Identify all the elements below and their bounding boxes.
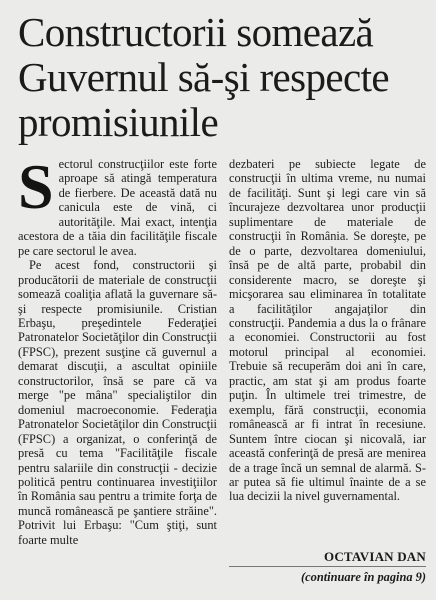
headline-line-1: Constructorii somează (18, 9, 374, 55)
article-column-right (229, 157, 426, 504)
drop-cap: S (18, 151, 54, 222)
headline-line-2: Guvernul să-şi respecte (18, 54, 389, 100)
article-paragraph-2: Pe acest fond, constructorii şi producătorii de materiale de construcţii somează coaliţia aflată la guvernare să-şi respecte promisiunile. Cristian Erbaşu, preşedintele Federaţiei Patronatelor Societăţilor din Construcţii (FPSC), prezent susţine că guvernul a demarat discuţii, a ascultat opiniile constructorilor, însă se pare că va merge "pe mâna" specialiştilor din domeniul macroeconomie. Federaţia Patronatelor Societăţilor din Construcţii (FPSC) a organizat, o conferinţă de presă cu tema "Facilităţile fiscale pentru salariile din construcţii - decizie politică pentru continuarea investiţiilor în România sau pentru a trimite forţa de muncă românească pe şantiere străine". Potrivit lui Erbaşu: "Cum ştiţi, sunt foarte multe (18, 258, 217, 547)
continued-on-page-note: (continuare în pagina 9) (301, 570, 426, 584)
author-byline: OCTAVIAN DAN (324, 549, 426, 564)
byline-divider (229, 566, 426, 567)
paragraph-1-text: ectorul construcţiilor este forte aproape să atingă temperatura de fierbere. De această dată nu canicula este de vină, ci autorităţile. Mai exact, intenţia acestora de a tăia din facilităţile fiscale pe care sectorul le avea. (18, 157, 217, 258)
article-paragraph-continued: dezbateri pe subiecte legate de construcţii în ultima vreme, nu numai de facilităţi. Sunt şi legi care vin să încurajeze dezvoltarea unor producţii suplimentare de materiale de construcţii în România. Se doreşte, pe de o parte, dezvoltarea domeniului, însă pe de altă parte, probabil din considerente macro, se doreşte şi micşorarea sau eliminarea în totalitate a facilităţilor angajaţilor din construcţii. Pandemia a dus la o frânare a economiei. Constructorii au fost motorul principal al economiei. Trebuie să recuperăm doi ani în care, practic, am stat şi am produs foarte puţin. În ultimele trei trimestre, de exemplu, fără construcţii, economia românească ar fi intrat în recesiune. Suntem între ciocan şi nicovală, iar această conferinţă de presă are menirea de a trage încă un semnal de alarmă. S-ar putea să fie ultimul înainte de a se lua decizii la nivel guvernamental. (229, 157, 426, 504)
headline-line-3: promisiunile (18, 99, 219, 145)
article-paragraph-1 (18, 151, 217, 258)
article-headline (18, 10, 428, 145)
article-column-left (18, 151, 217, 547)
